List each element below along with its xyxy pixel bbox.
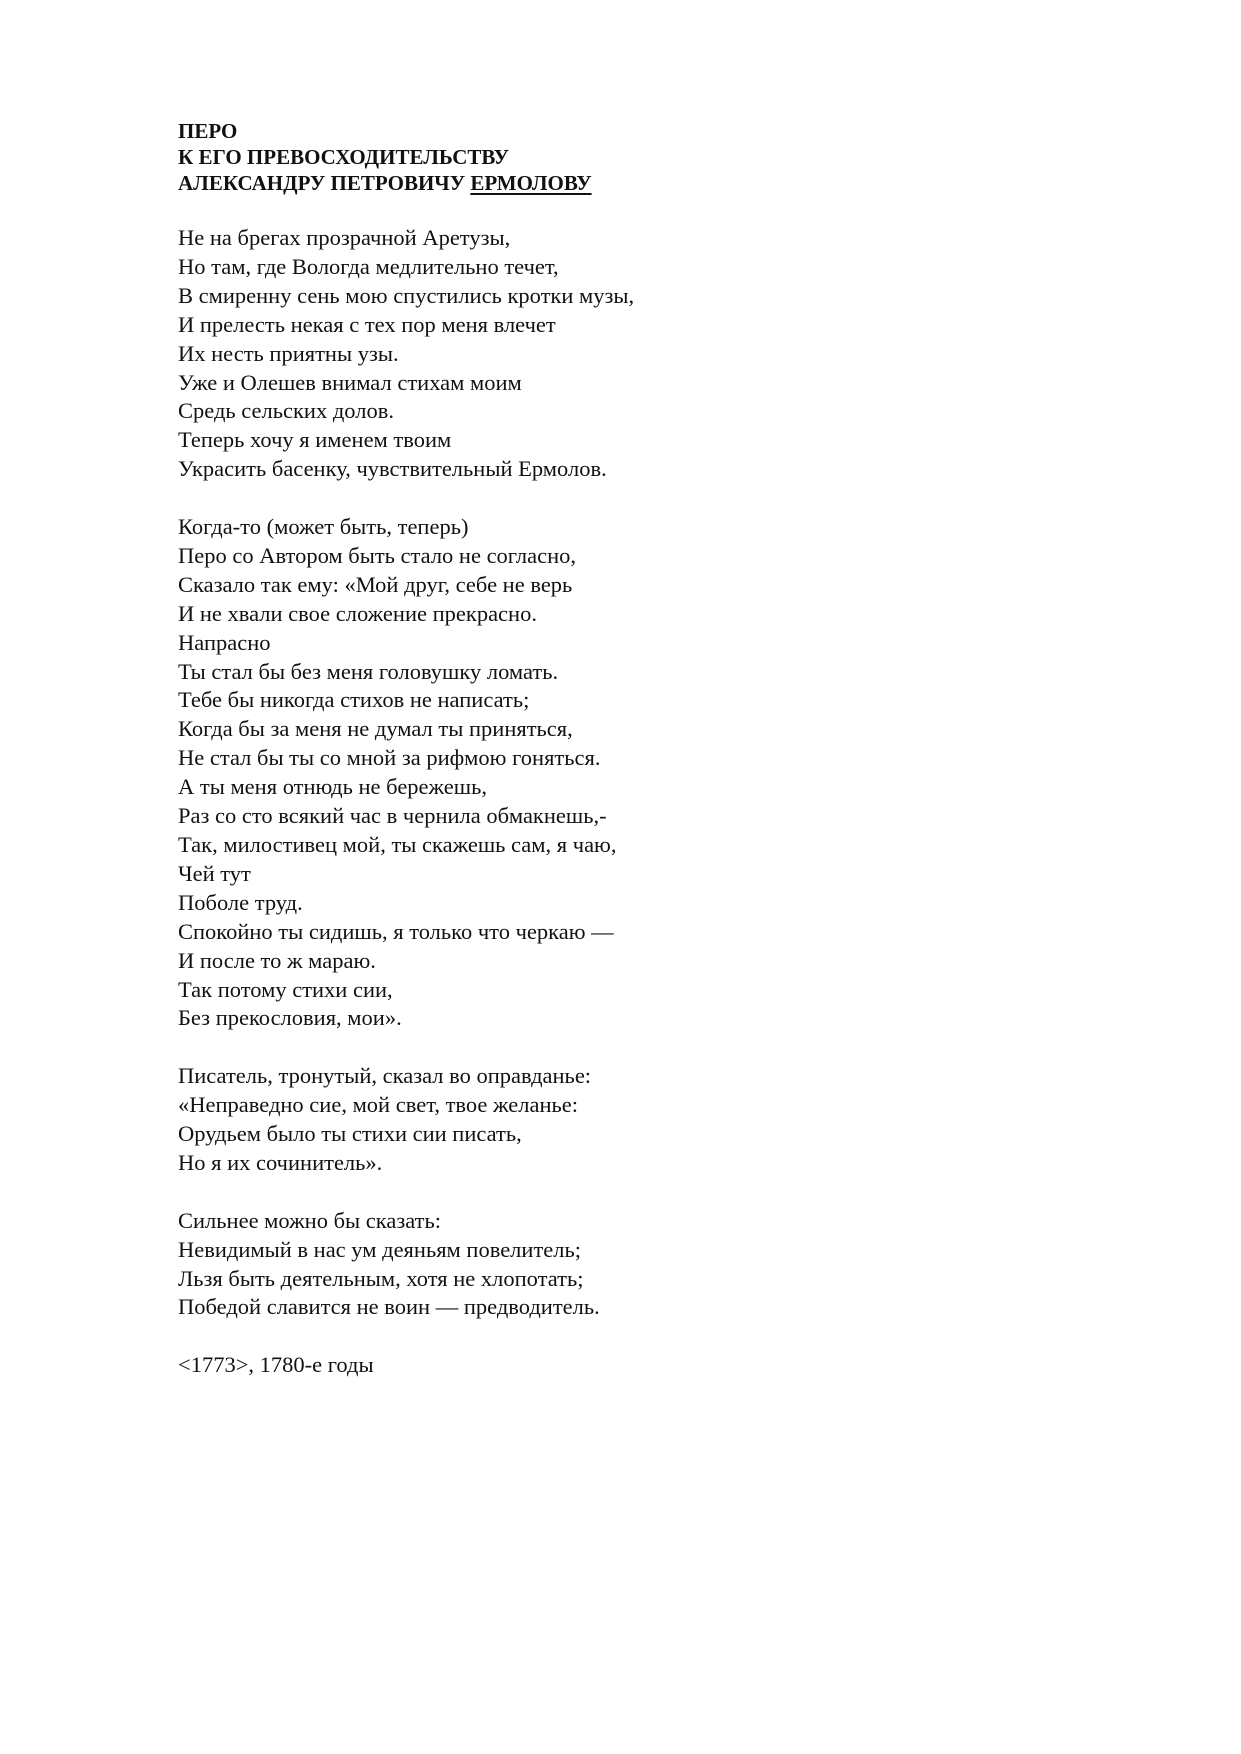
verse-line: Но там, где Вологда медлительно течет, [178, 253, 559, 279]
verse-line: Спокойно ты сидишь, я только что черкаю — [178, 918, 614, 944]
verse-line: Чей тут [178, 860, 251, 886]
verse-line: И не хвали свое сложение прекрасно. [178, 600, 537, 626]
verse-line: Уже и Олешев внимал стихам моим [178, 369, 522, 395]
stanza [178, 1207, 1158, 1323]
title-underlined-surname: ЕРМОЛОВУ [470, 171, 592, 195]
verse-line: Теперь хочу я именем твоим [178, 427, 452, 453]
verse-line: Их несть приятны узы. [178, 340, 399, 366]
document-page [178, 118, 1158, 1380]
verse-line: Не на брегах прозрачной Аретузы, [178, 225, 511, 250]
title-line-2: К ЕГО ПРЕВОСХОДИТЕЛЬСТВУ [178, 145, 510, 169]
verse-line: Не стал бы ты со мной за рифмою гоняться. [178, 745, 601, 771]
verse-line: Без прекословия, мои». [178, 1005, 402, 1031]
verse-line: Украсить басенку, чувствительный Ермолов. [178, 456, 607, 482]
poem-body [178, 224, 1158, 1322]
title-line-3 [178, 170, 1158, 196]
title-line-1: ПЕРО [178, 119, 238, 143]
verse-line: Победой славится не воин — предводитель. [178, 1294, 600, 1320]
stanza [178, 513, 1158, 1033]
verse-line: Орудьем было ты стихи сии писать, [178, 1121, 522, 1147]
poem-title [178, 118, 1158, 196]
poem-date: <1773>, 1780-е годы [178, 1352, 374, 1378]
verse-line: «Неправедно сие, мой свет, твое желанье: [178, 1092, 579, 1118]
verse-line: Но я их сочинитель». [178, 1149, 383, 1175]
verse-line: И прелесть некая с тех пор меня влечет [178, 311, 556, 337]
verse-line: Так, милостивец мой, ты скажешь сам, я чаю, [178, 832, 617, 858]
title-dedication-name: АЛЕКСАНДРУ ПЕТРОВИЧУ [178, 171, 471, 195]
verse-line: Средь сельских долов. [178, 398, 394, 424]
verse-line: Сказало так ему: «Мой друг, себе не верь [178, 571, 573, 597]
verse-line: Невидимый в нас ум деяньям повелитель; [178, 1236, 582, 1262]
stanza [178, 224, 1158, 484]
verse-line: Писатель, тронутый, сказал во оправданье: [178, 1063, 592, 1089]
verse-line: В смиренну сень мою спустились кротки музы, [178, 282, 635, 308]
verse-line: Поболе труд. [178, 889, 303, 915]
verse-line: Так потому стихи сии, [178, 976, 393, 1002]
verse-line: Сильнее можно бы сказать: [178, 1207, 441, 1233]
verse-line: Перо со Автором быть стало не согласно, [178, 542, 577, 568]
verse-line: А ты меня отнюдь не бережешь, [178, 774, 487, 800]
verse-line: Когда бы за меня не думал ты приняться, [178, 716, 573, 742]
verse-line: Когда-то (может быть, теперь) [178, 514, 469, 540]
stanza [178, 1062, 1158, 1178]
verse-line: Ты стал бы без меня головушку ломать. [178, 658, 559, 684]
verse-line: Тебе бы никогда стихов не написать; [178, 687, 530, 713]
verse-line: Льзя быть деятельным, хотя не хлопотать; [178, 1265, 584, 1291]
verse-line: Раз со сто всякий час в чернила обмакнешь,- [178, 803, 607, 829]
verse-line: И после то ж мараю. [178, 947, 376, 973]
verse-line: Напрасно [178, 629, 271, 655]
